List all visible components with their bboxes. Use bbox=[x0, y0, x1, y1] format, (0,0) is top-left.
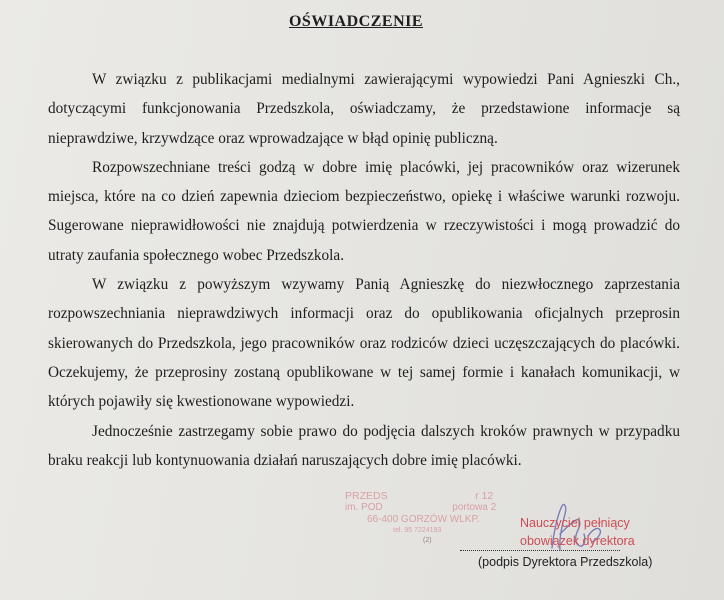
institution-stamp bbox=[345, 490, 535, 545]
stamp-line-number: (2) bbox=[423, 537, 432, 544]
paragraph-2: Rozpowszechniane treści godzą w dobre imię placówki, jej pracowników oraz wizerunek miejsca, które na co dzień zapewnia dzieciom bezpieczeństwo, opiekę i właściwe warunki rozwoju. Sugerowane nieprawidłowości nie znajdują potwierdzenia w rzeczywistości i mogą prowadzić do utraty zaufania społecznego wobec Przedszkola. bbox=[48, 158, 680, 264]
paragraph-1: W związku z publikacjami medialnymi zawierającymi wypowiedzi Pani Agnieszki Ch., dotyczącymi funkcjonowania Przedszkola, oświadczamy, że przedstawione informacje są nieprawdziwe, krzywdzące oraz wprowadzające w błąd opinię publiczną. bbox=[48, 71, 680, 147]
document-body bbox=[48, 65, 680, 475]
director-role-stamp bbox=[520, 514, 660, 550]
stamp-line-patron: im. POD portowa 2 bbox=[345, 502, 497, 513]
role-stamp-line-1: Nauczyciel pełniący bbox=[520, 516, 630, 530]
stamp-line-city: 66-400 GORZÓW WLKP. bbox=[367, 514, 480, 525]
stamp-line-phone: tel. 95 7224193 bbox=[393, 527, 442, 534]
paragraph-4: Jednocześnie zastrzegamy sobie prawo do podjęcia dalszych kroków prawnych w przypadku braku reakcji lub kontynuowania działań naruszających dobre imię placówki. bbox=[48, 422, 680, 469]
role-stamp-line-2: obowiązek dyrektora bbox=[520, 534, 635, 548]
signature-caption: (podpis Dyrektora Przedszkola) bbox=[478, 555, 653, 569]
document-title: OŚWIADCZENIE bbox=[288, 13, 424, 30]
paragraph-3: W związku z powyższym wzywamy Panią Agnieszkę do niezwłocznego zaprzestania rozpowszechniania nieprawdziwych informacji oraz do opublikowania oficjalnych przeprosin skierowanych do Przedszkola, jego pracowników oraz rodziców dzieci uczęszczających do placówki. Oczekujemy, że przeprosiny zostaną opublikowane w tej samej formie i kanałach komunikacji, w których pojawiły się kwestionowane wypowiedzi. bbox=[48, 276, 680, 411]
stamp-line-name: PRZEDS r 12 bbox=[345, 490, 494, 502]
